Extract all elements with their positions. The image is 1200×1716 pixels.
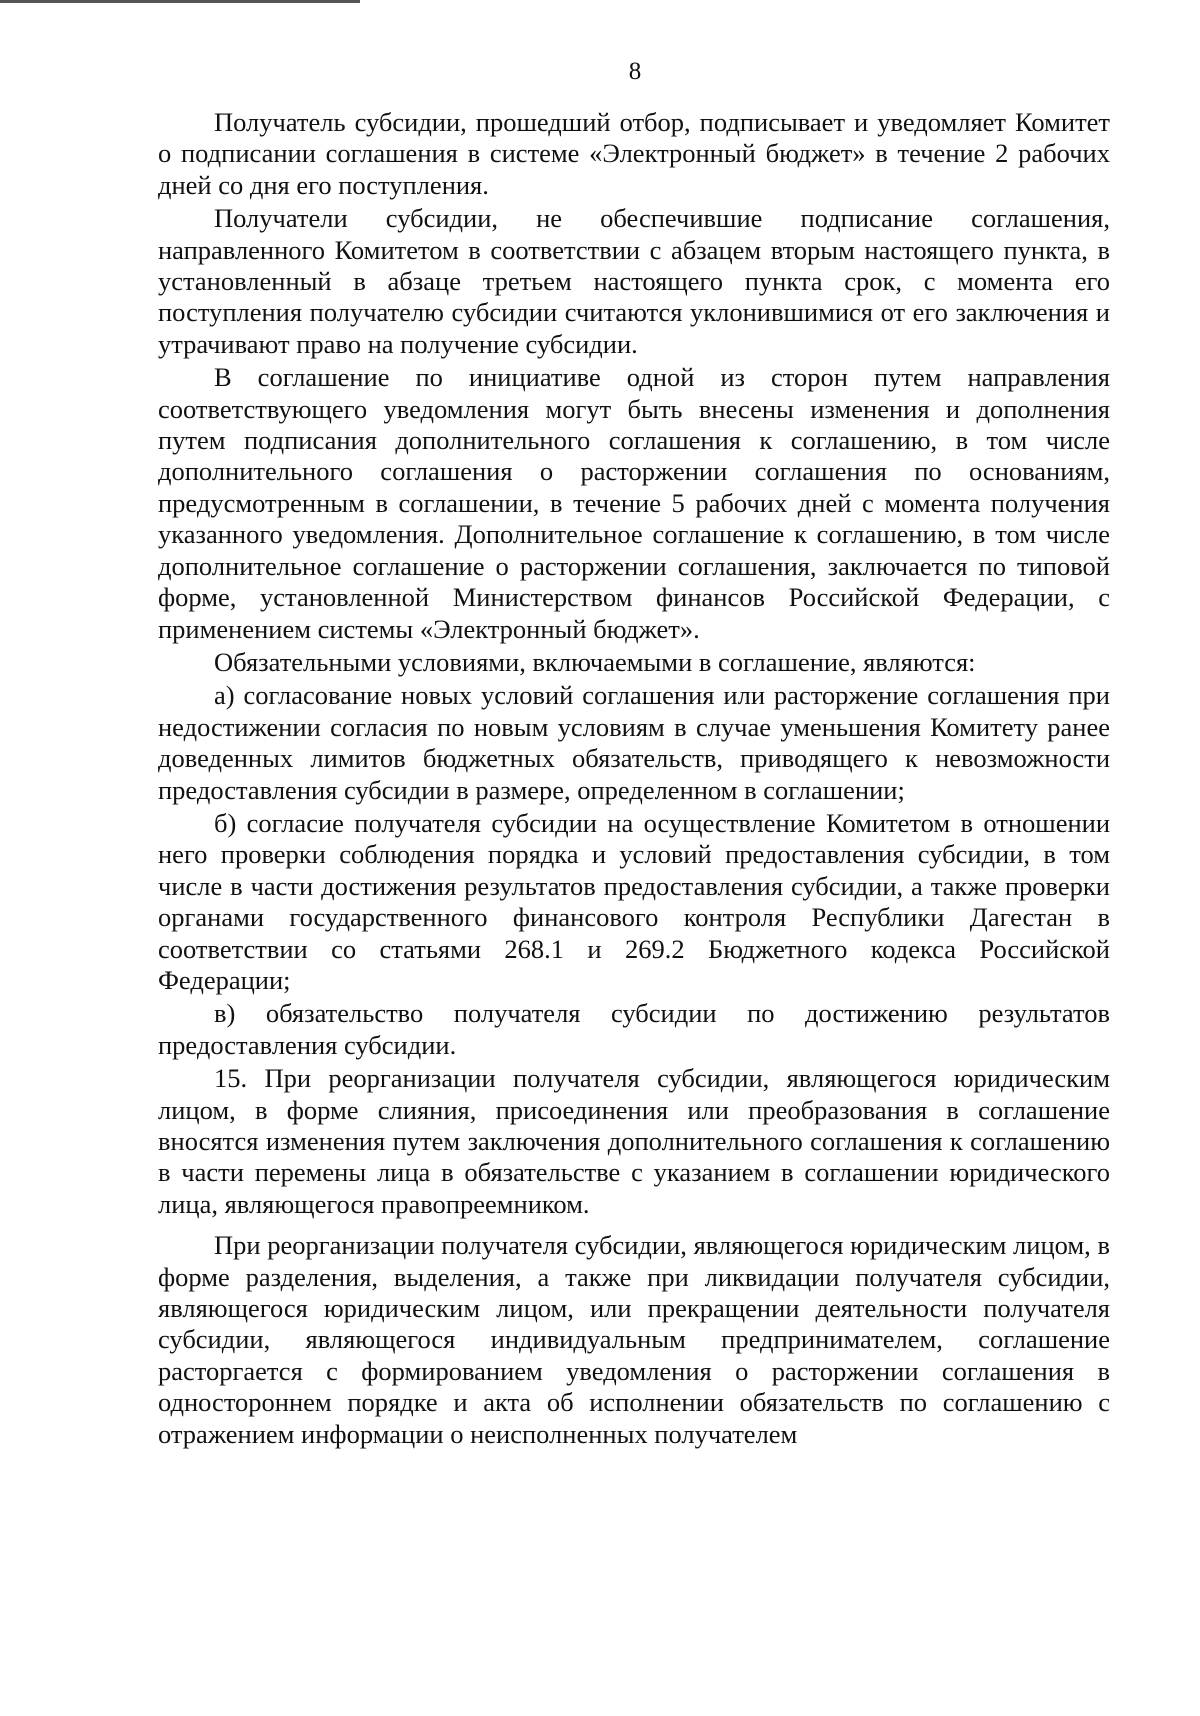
paragraph-item-15: 15. При реорганизации получателя субсидии, являющегося юридическим лицом, в форме слияния, присоединения или преобразования в соглашение вносятся изменения путем заключения дополнительного соглашения к соглашению в части перемены лица в обязательстве с указанием в соглашении юридического лица, являющегося правопреемником.: [158, 1063, 1110, 1219]
scan-edge-rule: [0, 0, 360, 3]
paragraph-condition-v: в) обязательство получателя субсидии по достижению результатов предоставления субсидии.: [158, 998, 1110, 1060]
paragraph-non-signing: Получатели субсидии, не обеспечившие подписание соглашения, направленного Комитетом в соответствии с абзацем вторым настоящего пункта, в установленный в абзаце третьем настоящего пункта срок, с момента его поступления получателю субсидии считаются уклонившимися от его заключения и утрачивают право на получение субсидии.: [158, 203, 1110, 359]
document-body: [158, 107, 1110, 1452]
paragraph-mandatory-conditions: Обязательными условиями, включаемыми в соглашение, являются:: [214, 646, 976, 677]
page-number: 8: [628, 58, 642, 85]
paragraph-condition-a: а) согласование новых условий соглашения или расторжение соглашения при недостижении согласия по новым условиям в случае уменьшения Комитету ранее доведенных лимитов бюджетных обязательств, приводящего к невозможности предоставления субсидии в размере, определенном в соглашении;: [158, 680, 1110, 805]
paragraph-condition-b: б) согласие получателя субсидии на осуществление Комитетом в отношении него проверки соблюдения порядка и условий предоставления субсидии, в том числе в части достижения результатов предоставления субсидии, а также проверки органами государственного финансового контроля Республики Дагестан в соответствии со статьями 268.1 и 269.2 Бюджетного кодекса Российской Федерации;: [158, 807, 1110, 995]
paragraph-reorganization: При реорганизации получателя субсидии, являющегося юридическим лицом, в форме разделения, выделения, а также при ликвидации получателя субсидии, являющегося юридическим лицом, или прекращении деятельности получателя субсидии, являющегося индивидуальным предпринимателем, соглашение расторгается с формированием уведомления о расторжении соглашения в одностороннем порядке и акта об исполнении обязательств по соглашению с отражением информации о неисполненных получателем: [158, 1230, 1110, 1449]
paragraph-amendments: В соглашение по инициативе одной из сторон путем направления соответствующего уведомления могут быть внесены изменения и дополнения путем подписания дополнительного соглашения к соглашению, в том числе дополнительного соглашения о расторжении соглашения по основаниям, предусмотренным в соглашении, в течение 5 рабочих дней с момента получения указанного уведомления. Дополнительное соглашение к соглашению, в том числе дополнительное соглашение о расторжении соглашения, заключается по типовой форме, установленной Министерством финансов Российской Федерации, с применением системы «Электронный бюджет».: [158, 362, 1110, 644]
paragraph-signing-notice: Получатель субсидии, прошедший отбор, подписывает и уведомляет Комитет о подписании соглашения в системе «Электронный бюджет» в течение 2 рабочих дней со дня его поступления.: [158, 107, 1110, 200]
